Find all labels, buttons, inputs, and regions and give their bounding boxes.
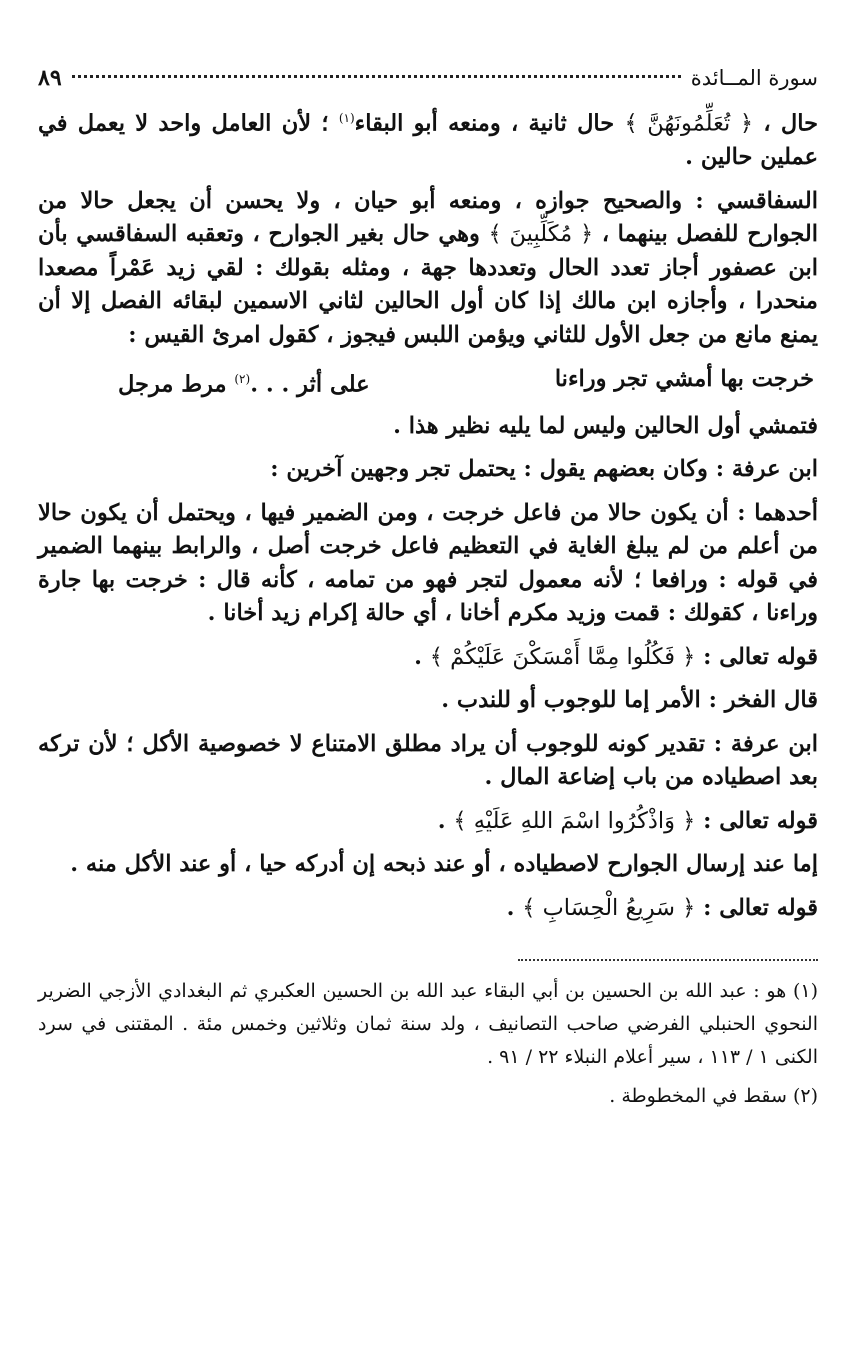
main-text [38,102,818,925]
paragraph: حال ، ﴿ تُعَلِّمُونَهُنَّ ﴾ حال ثانية ، ومنعه أبو البقاء$^{(١)}$ ؛ لأن العامل واحد لا يعمل في عملين حالين . [38,110,818,170]
quran-quote: ﴿ مُكَلِّبِينَ ﴾ [488,221,594,247]
paragraph: قال الفخر : الأمر إما للوجوب أو للندب . [441,687,818,713]
footnote: (٢) سقط في المخطوطة . [609,1085,818,1107]
paragraph: ابن عرفة : تقدير كونه للوجوب أن يراد مطلق الامتناع لا خصوصية الأكل ؛ لأن تركه بعد اصطياده من باب إضاعة المال . [38,730,818,790]
footnote-ref: (٢) [234,372,251,386]
page-header [38,58,818,98]
book-page [38,58,818,1119]
quran-quote: ﴿ سَرِيعُ الْحِسَابِ ﴾ [522,894,696,921]
paragraph: قوله تعالى : ﴿ سَرِيعُ الْحِسَابِ ﴾ . [506,894,818,921]
poetry-verse [38,362,818,402]
paragraph: إما عند إرسال الجوارح لاصطياده ، أو عند ذبحه إن أدركه حيا ، أو عند الأكل منه . [70,851,818,877]
paragraph: ابن عرفة : وكان بعضهم يقول : يحتمل تجر وجهين آخرين : [270,456,818,482]
page-number: ٨٩ [38,65,62,91]
quran-quote: ﴿ وَاذْكُرُوا اسْمَ اللهِ عَلَيْهِ ﴾ [453,807,696,834]
footnotes [38,959,818,1113]
footnote-divider [518,959,818,961]
header-dotted-rule [72,75,681,78]
paragraph: قوله تعالى : ﴿ وَاذْكُرُوا اسْمَ اللهِ عَلَيْهِ ﴾ . [437,807,818,834]
quran-quote: ﴿ فَكُلُوا مِمَّا أَمْسَكْنَ عَلَيْكُمْ ﴾ [429,643,696,670]
quran-quote: ﴿ تُعَلِّمُونَهُنَّ ﴾ [624,110,754,137]
paragraph: أحدهما : أن يكون حالا من فاعل خرجت ، ومن الضمير فيها ، ويحتمل أن يكون حالا من أعلم من لم يبلغ الغاية في التعظيم فاعل خرجت أصل ، والرابط بينهما الضمير في قوله : ورافعا ؛ لأنه معمول لتجر فهو من تمامه ، كأنه قال : خرجت بها جارة وراءنا ، كقولك : قمت وزيد مكرم أخانا ، أي حالة إكرام زيد أخانا . [38,499,818,626]
verse-first-hemistich: خرجت بها أمشي تجر وراءنا [554,366,814,392]
paragraph: قوله تعالى : ﴿ فَكُلُوا مِمَّا أَمْسَكْنَ عَلَيْكُمْ ﴾ . [414,643,818,670]
surah-title: سورة المــائدة [690,66,818,90]
footnote: (١) هو : عبد الله بن الحسين بن أبي البقاء عبد الله بن الحسين العكبري ثم البغدادي الأزجي الضرير النحوي الحنبلي الفرضي صاحب التصانيف ، ولد سنة ثمان وثلاثين وخمس مئة . المقتنى في سرد الكنى ١ / ١١٣ ، سير أعلام النبلاء ٢٢ / ٩١ . [38,980,818,1068]
paragraph: فتمشي أول الحالين وليس لما يليه نظير هذا . [393,412,818,439]
footnote-ref: (١) [338,111,355,125]
paragraph: السفاقسي : والصحيح جوازه ، ومنعه أبو حيان ، ولا يحسن أن يجعل حالا من الجوارح للفصل بينهما ، ﴿ مُكَلِّبِينَ ﴾ وهي حال بغير الجوارح ، وتعقبه السفاقسي بأن ابن عصفور أجاز تعدد الحال وتعددها جهة ، ومثله بقولك : لقي زيد عَمْراً مصعدا منحدرا ، وأجازه ابن مالك إذا كان أول الحالين لثاني الاسمين لبقائه الفصل إلا أن يمنع مانع من جعل الأول للثاني ويؤمن اللبس فيجوز ، كقول امرئ القيس : [38,187,818,348]
verse-second-hemistich: على أثر . . .$^{(٢)}$ مرط مرجل [118,371,370,398]
